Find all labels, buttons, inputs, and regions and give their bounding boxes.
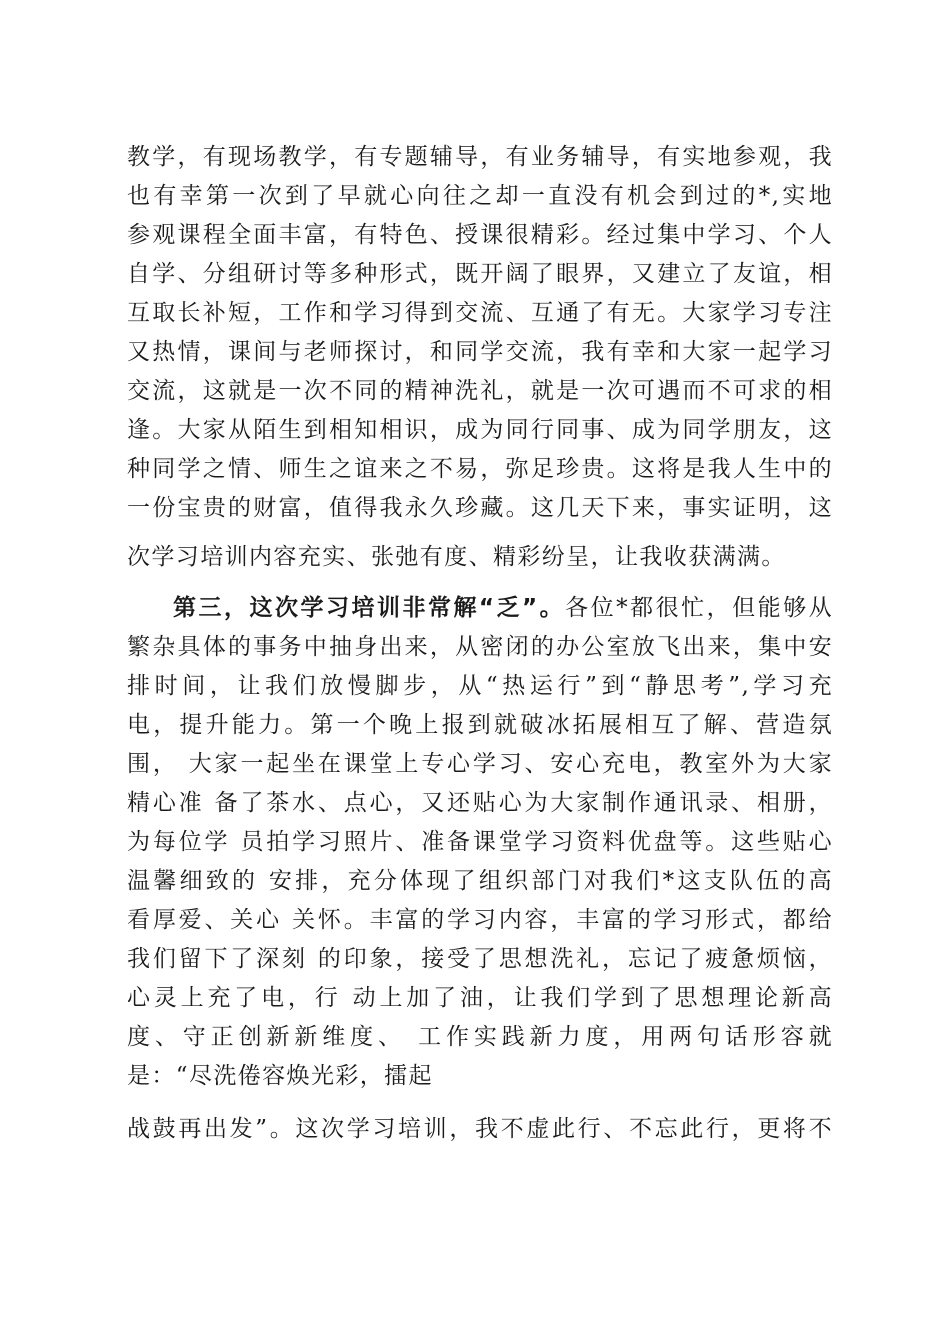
body-text-line: 也有幸第一次到了早就心向往之却一直没有机会到过的*,实地 <box>127 183 833 209</box>
body-text-line: 电，提升能力。第一个晚上报到就破冰拓展相互了解、营造氛 <box>127 712 833 738</box>
body-text-line: 为每位学 员拍学习照片、准备课堂学习资料优盘等。这些贴心 <box>127 829 833 855</box>
body-text-line: 又热情，课间与老师探讨，和同学交流，我有幸和大家一起学习 <box>127 339 833 365</box>
section-heading: 第三，这次学习培训非常解“乏”。 <box>173 595 566 621</box>
body-text-line: 精心准 备了茶水、点心，又还贴心为大家制作通讯录、相册， <box>127 790 833 816</box>
body-text-line: 交流，这就是一次不同的精神洗礼，就是一次可遇而不可求的相 <box>127 378 833 404</box>
body-text-line: 参观课程全面丰富，有特色、授课很精彩。经过集中学习、个人 <box>127 222 833 248</box>
body-text: 各位*都很忙，但能够从 <box>565 595 833 621</box>
body-text-line: 互取长补短，工作和学习得到交流、互通了有无。大家学习专注 <box>127 300 833 326</box>
body-text-line: 看厚爱、关心 关怀。丰富的学习内容，丰富的学习形式，都给 <box>127 907 833 933</box>
body-text-line: 次学习培训内容充实、张弛有度、精彩纷呈，让我收获满满。 <box>127 544 786 570</box>
body-text-line: 逢。大家从陌生到相知相识，成为同行同事、成为同学朋友，这 <box>127 417 833 443</box>
body-text-line: 我们留下了深刻 的印象，接受了思想洗礼，忘记了疲惫烦恼， <box>127 946 833 972</box>
body-text-line: 战鼓再出发”。这次学习培训，我不虚此行、不忘此行，更将不 <box>127 1116 833 1142</box>
body-text-line: 一份宝贵的财富，值得我永久珍藏。这几天下来，事实证明，这 <box>127 495 833 521</box>
body-text-line: 排时间，让我们放慢脚步，从“热运行”到“静思考”,学习充 <box>127 673 833 699</box>
body-text-line: 心灵上充了电，行 动上加了油，让我们学到了思想理论新高 <box>127 985 833 1011</box>
body-text-line: 繁杂具体的事务中抽身出来，从密闭的办公室放飞出来，集中安 <box>127 634 833 660</box>
body-text-line: 度、守正创新新维度、 工作实践新力度，用两句话形容就 <box>127 1024 833 1050</box>
body-text-line: 是：“尽洗倦容焕光彩，擂起 <box>127 1063 433 1089</box>
body-text-line: 自学、分组研讨等多种形式，既开阔了眼界，又建立了友谊，相 <box>127 261 833 287</box>
body-text-line: 温馨细致的 安排，充分体现了组织部门对我们*这支队伍的高 <box>127 868 833 894</box>
section-heading-line <box>173 593 833 623</box>
body-text-line: 教学，有现场教学，有专题辅导，有业务辅导，有实地参观，我 <box>127 144 833 170</box>
body-text-line: 种同学之情、师生之谊来之不易，弥足珍贵。这将是我人生中的 <box>127 456 833 482</box>
body-text-line: 围， 大家一起坐在课堂上专心学习、安心充电，教室外为大家 <box>127 751 833 777</box>
